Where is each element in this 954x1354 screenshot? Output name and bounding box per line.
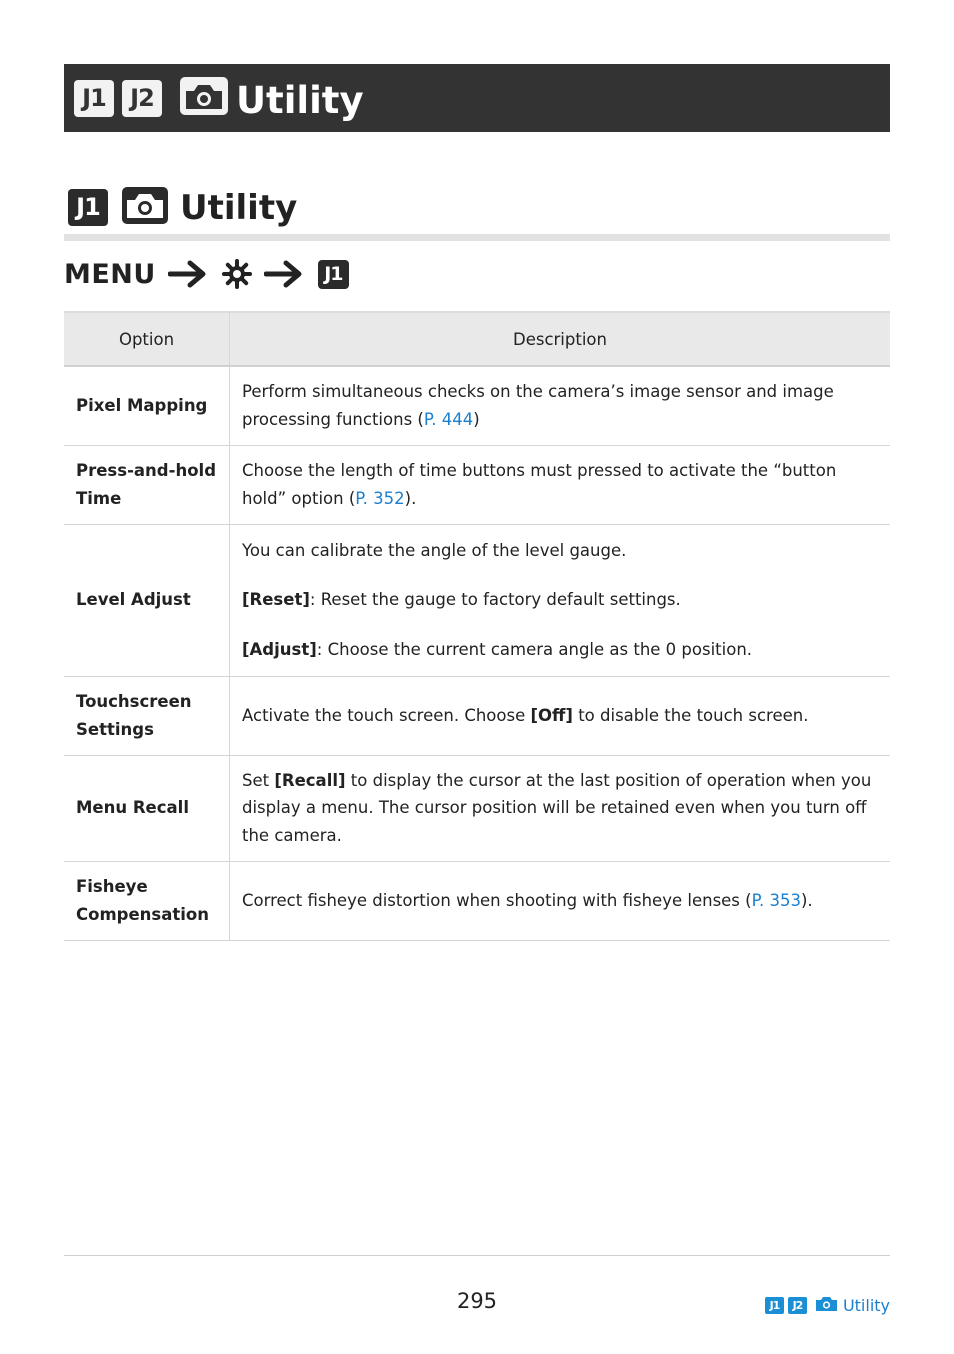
description-text: ). bbox=[800, 890, 813, 910]
description-text: ) bbox=[473, 409, 480, 429]
camera-icon bbox=[122, 187, 168, 228]
setting-label: [Adjust] bbox=[242, 639, 317, 659]
footer-divider bbox=[64, 1255, 890, 1256]
description-text: to disable the touch screen. bbox=[572, 705, 809, 725]
chapter-title: Utility bbox=[236, 78, 364, 122]
option-name: Pixel Mapping bbox=[64, 366, 230, 445]
description-text: Correct fisheye distortion when shooting with fisheye lenses ( bbox=[242, 890, 752, 910]
description-text: Choose the length of time buttons must pressed to activate the “button hold” option ( bbox=[242, 461, 837, 508]
badge-j1: J1 bbox=[318, 260, 349, 289]
setting-label: [Reset] bbox=[242, 590, 310, 610]
section-heading bbox=[64, 186, 297, 228]
option-description bbox=[230, 366, 891, 445]
option-name: Menu Recall bbox=[64, 755, 230, 861]
arrow-right-icon bbox=[264, 259, 304, 289]
setting-label: [Off] bbox=[530, 705, 573, 725]
table-header-row bbox=[64, 312, 890, 366]
badge-j1: J1 bbox=[765, 1297, 784, 1314]
table-row bbox=[64, 366, 890, 445]
footer-chapter-link[interactable] bbox=[765, 1295, 890, 1316]
option-name: Level Adjust bbox=[64, 524, 230, 676]
table-row bbox=[64, 861, 890, 940]
table-row bbox=[64, 755, 890, 861]
options-table bbox=[64, 311, 890, 941]
camera-icon bbox=[180, 77, 228, 119]
page-number: 295 bbox=[456, 1289, 498, 1313]
page-link[interactable]: P. 353 bbox=[751, 890, 801, 910]
setting-adjust bbox=[242, 636, 878, 664]
footer-title: Utility bbox=[842, 1296, 890, 1315]
gear-icon bbox=[222, 259, 252, 289]
option-name: Press-and-hold Time bbox=[64, 445, 230, 524]
table-row bbox=[64, 524, 890, 676]
table-row bbox=[64, 676, 890, 755]
description-text: ). bbox=[404, 488, 417, 508]
setting-label: [Recall] bbox=[274, 770, 346, 790]
column-header-option: Option bbox=[64, 312, 230, 366]
badge-j1: J1 bbox=[68, 189, 108, 226]
badge-j2: J2 bbox=[788, 1297, 807, 1314]
description-text: Perform simultaneous checks on the camera’s image sensor and image processing functions ( bbox=[242, 382, 834, 429]
description-text: to display the cursor at the last position of operation when you display a menu. The cursor position will be retained even when you turn off the camera. bbox=[242, 770, 872, 845]
setting-text: : Reset the gauge to factory default settings. bbox=[309, 590, 681, 610]
description-text: Activate the touch screen. Choose bbox=[242, 705, 531, 725]
badge-j2: J2 bbox=[122, 80, 162, 117]
camera-icon bbox=[815, 1295, 838, 1316]
badge-j1: J1 bbox=[74, 80, 114, 117]
arrow-right-icon bbox=[168, 259, 208, 289]
page-link[interactable]: P. 444 bbox=[423, 409, 474, 429]
option-description bbox=[230, 676, 891, 755]
option-description bbox=[230, 861, 891, 940]
menu-path bbox=[64, 254, 349, 294]
option-description bbox=[230, 755, 891, 861]
setting-reset bbox=[242, 586, 878, 614]
setting-text: : Choose the current camera angle as the 0 position. bbox=[316, 639, 753, 659]
section-title: Utility bbox=[180, 188, 298, 228]
menu-label: MENU bbox=[64, 258, 156, 290]
option-name: Fisheye Compensation bbox=[64, 861, 230, 940]
page-link[interactable]: P. 352 bbox=[355, 488, 405, 508]
chapter-banner bbox=[64, 64, 890, 132]
table-row bbox=[64, 445, 890, 524]
description-text: You can calibrate the angle of the level gauge. bbox=[242, 540, 627, 560]
option-description bbox=[230, 524, 891, 676]
column-header-description: Description bbox=[230, 312, 891, 366]
option-description bbox=[230, 445, 891, 524]
section-divider bbox=[64, 234, 890, 241]
description-text: Set bbox=[242, 770, 275, 790]
option-name: Touchscreen Settings bbox=[64, 676, 230, 755]
